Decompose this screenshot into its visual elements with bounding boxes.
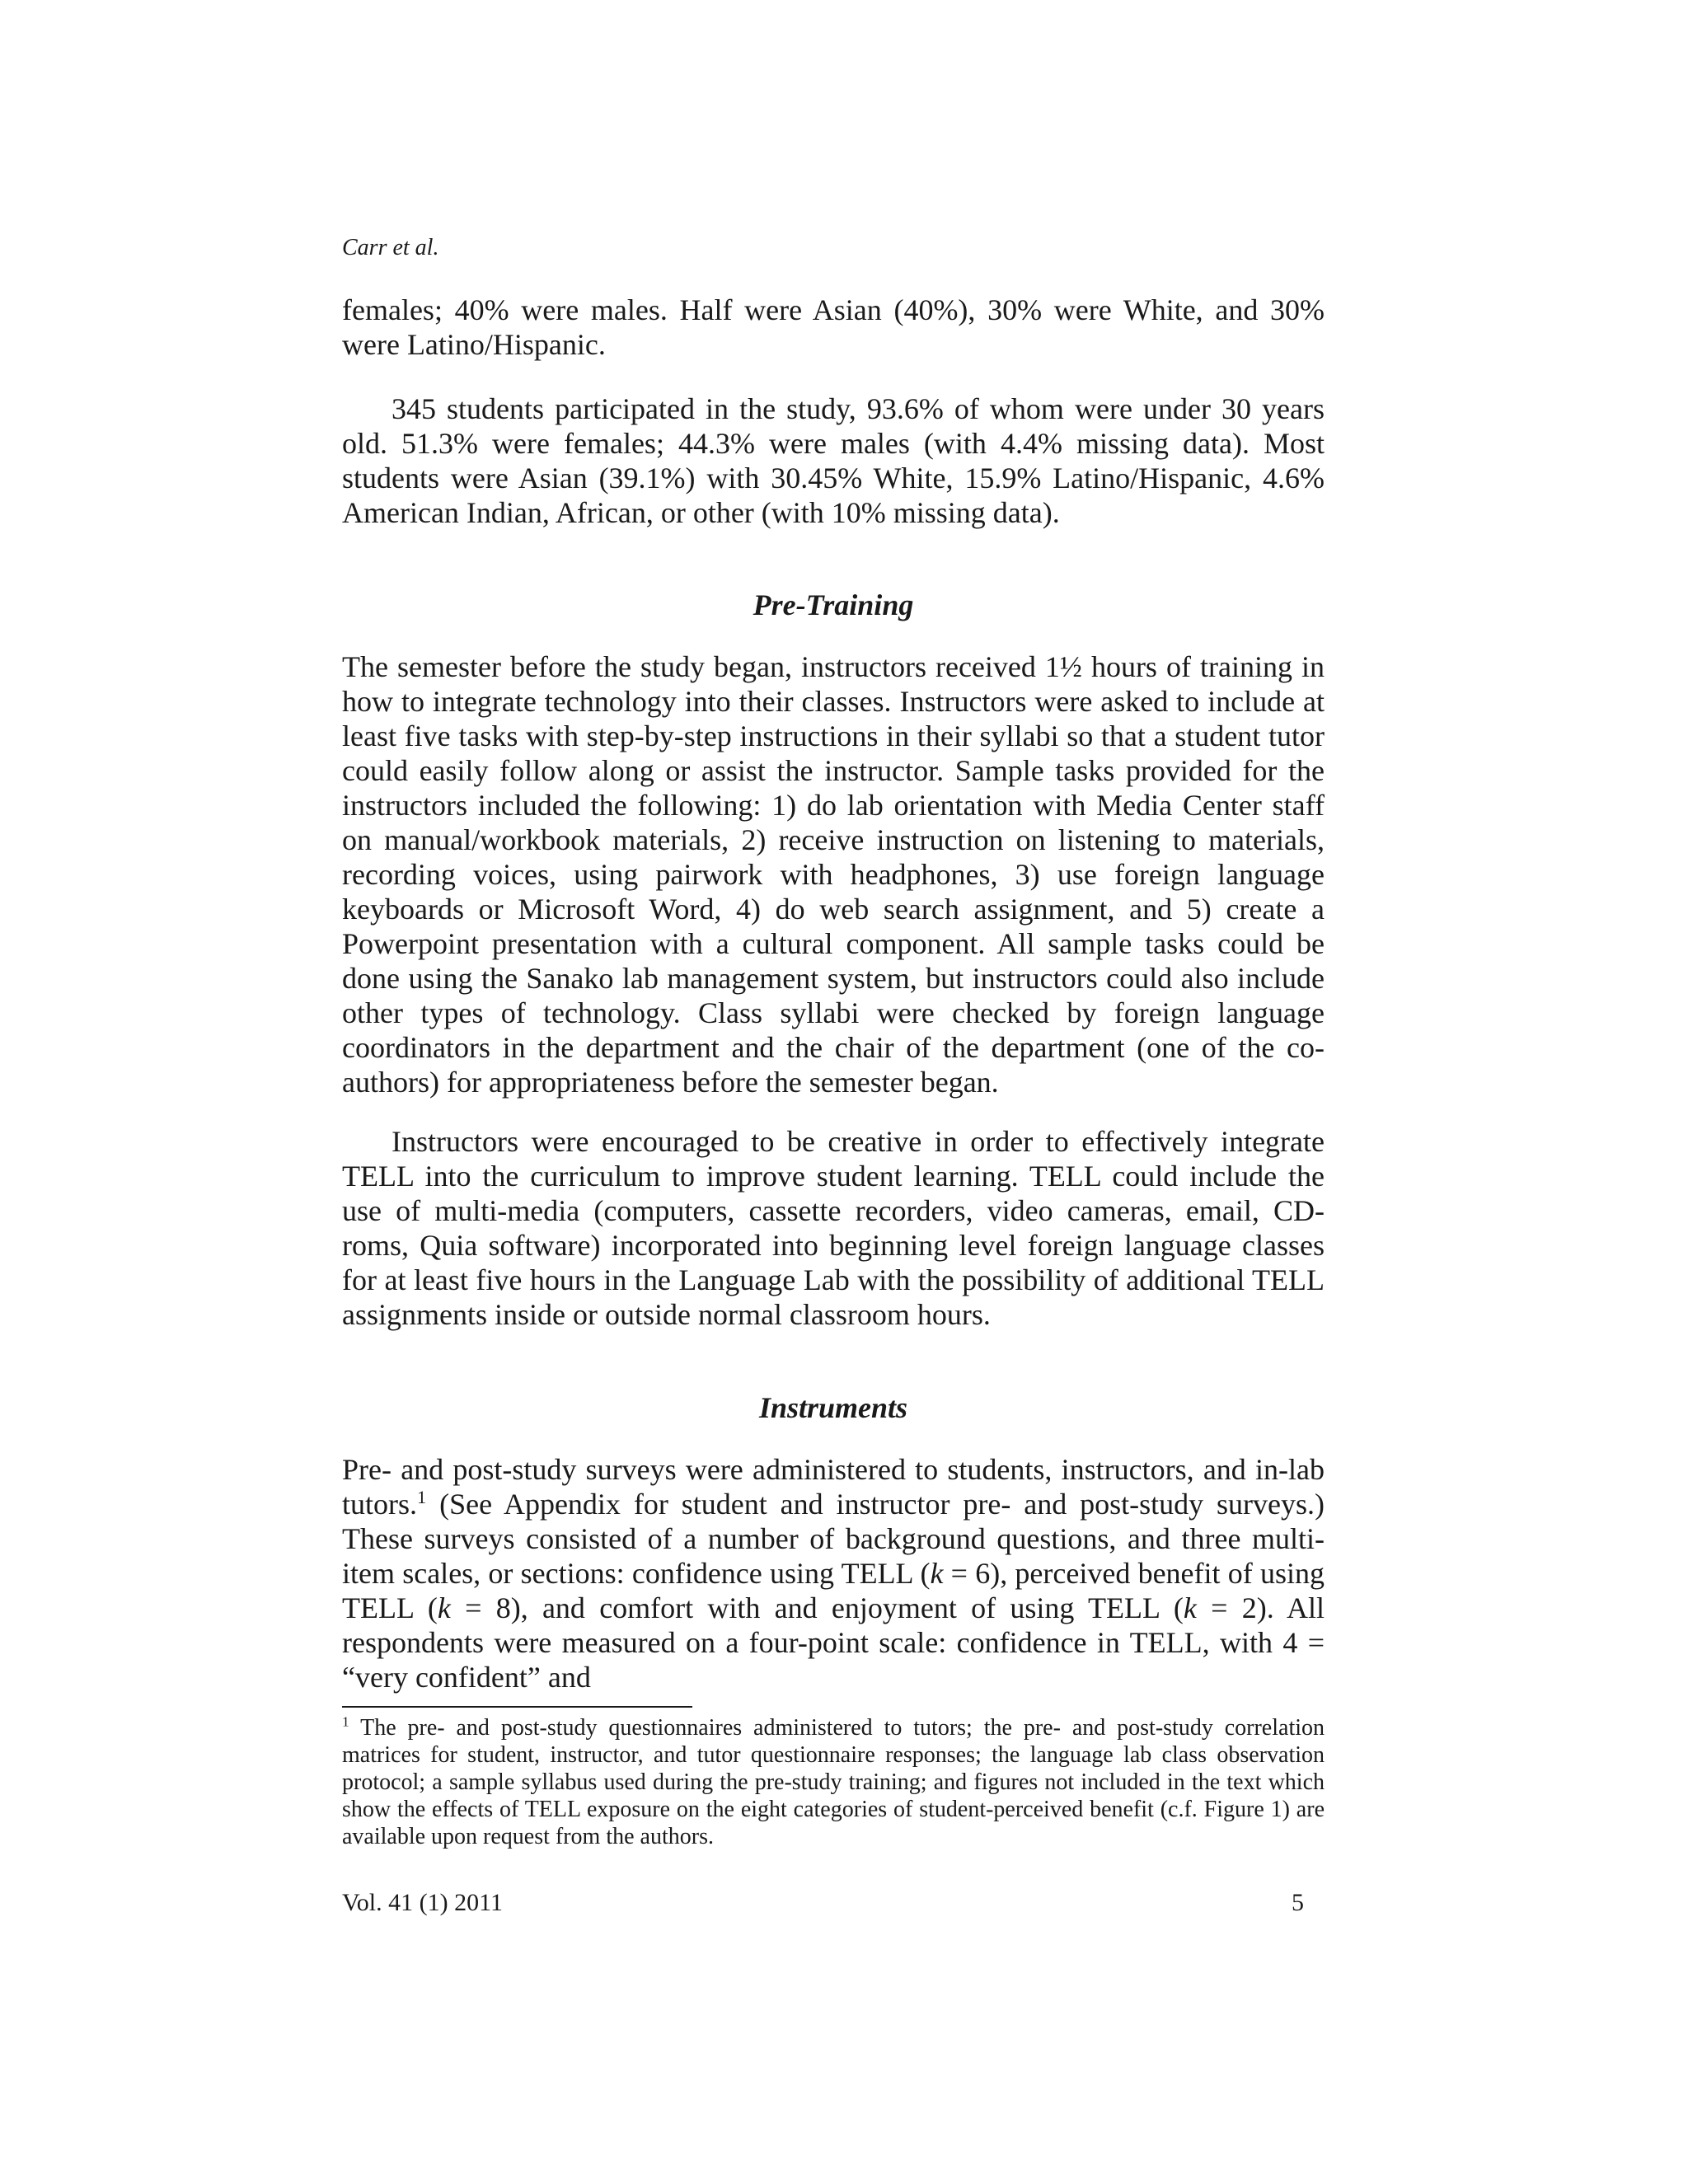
text-run: (See Appendix for student and instructor pre- and post-study surveys.) These surveys consisted of a number of background questions, and three multi-item scales, or sections: confidence using TELL (: [342, 1488, 1325, 1590]
heading-pre-training: Pre-Training: [753, 588, 914, 621]
paragraph-text: [342, 1452, 1325, 1694]
paragraph-instruments: [342, 1452, 1325, 1694]
footer-volume: Vol. 41 (1) 2011: [342, 1889, 503, 1916]
text-run: = 8), and comfort with and enjoyment of using TELL (: [450, 1591, 1184, 1624]
k-variable: k: [930, 1557, 944, 1590]
page-number: 5: [1292, 1889, 1304, 1916]
footnote: [342, 1714, 1325, 1850]
paragraph-text: 345 students participated in the study, 93.6% of whom were under 30 years old. 51.3% were females; 44.3% were males (with 4.4% missing data). Most students were Asian (39.1%) with 30.45% White, 15.9% Latino/Hispanic, 4.6% American Indian, African, or other (with 10% missing data).: [342, 392, 1325, 529]
footnote-body: The pre- and post-study questionnaires administered to tutors; the pre- and post-study correlation matrices for student, instructor, and tutor questionnaire responses; the language lab class observation protocol; a sample syllabus used during the pre-study training; and figures not included in the text which show the effects of TELL exposure on the eight categories of student-perceived benefit (c.f. Figure 1) are available upon request from the authors.: [342, 1715, 1325, 1849]
paragraph-text: females; 40% were males. Half were Asian (40%), 30% were White, and 30% were Latino/Hispanic.: [342, 293, 1325, 361]
paragraph-tell-encouragement: [342, 1124, 1325, 1332]
paragraph-student-participants: [342, 391, 1325, 530]
footnote-marker: 1: [342, 1713, 349, 1730]
footnote-reference: 1: [417, 1487, 427, 1507]
text-run: Pre- and post-study surveys were administered to students, instructors, and in-lab tutors.: [342, 1453, 1325, 1521]
running-head: Carr et al.: [342, 235, 439, 260]
paragraph-pre-training: [342, 649, 1325, 1099]
footnote-separator: [342, 1706, 692, 1708]
paragraph-demographics-continued: [342, 293, 1325, 362]
text-run: = 6), perceived benefit of using TELL (: [342, 1557, 1325, 1624]
k-variable: k: [437, 1591, 451, 1624]
k-variable: k: [1183, 1591, 1197, 1624]
paragraph-text: Instructors were encouraged to be creative in order to effectively integrate TELL into the curriculum to improve student learning. TELL could include the use of multi-media (computers, cassette recorders, video cameras, email, CD-roms, Quia software) incorporated into beginning level foreign language classes for at least five hours in the Language Lab with the possibility of additional TELL assignments inside or outside normal classroom hours.: [342, 1125, 1325, 1331]
paragraph-text: The semester before the study began, instructors received 1½ hours of training in how to integrate technology into their classes. Instructors were asked to include at least five tasks with step-by-step instructions in their syllabi so that a student tutor could easily follow along or assist the instructor. Sample tasks provided for the instructors included the following: 1) do lab orientation with Media Center staff on manual/workbook materials, 2) receive instruction on listening to materials, recording voices, using pairwork with headphones, 3) use foreign language keyboards or Microsoft Word, 4) do web search assignment, and 5) create a Powerpoint presentation with a cultural component. All sample tasks could be done using the Sanako lab management system, but instructors could also include other types of technology. Class syllabi were checked by foreign language coordinators in the department and the chair of the department (one of the co-authors) for appropriateness before the semester began.: [342, 650, 1325, 1099]
footnote-text: [342, 1714, 1325, 1850]
text-run: = 2). All respondents were measured on a four-point scale: confidence in TELL, with 4 = “very confident” and: [342, 1591, 1325, 1694]
heading-instruments: Instruments: [758, 1391, 908, 1424]
